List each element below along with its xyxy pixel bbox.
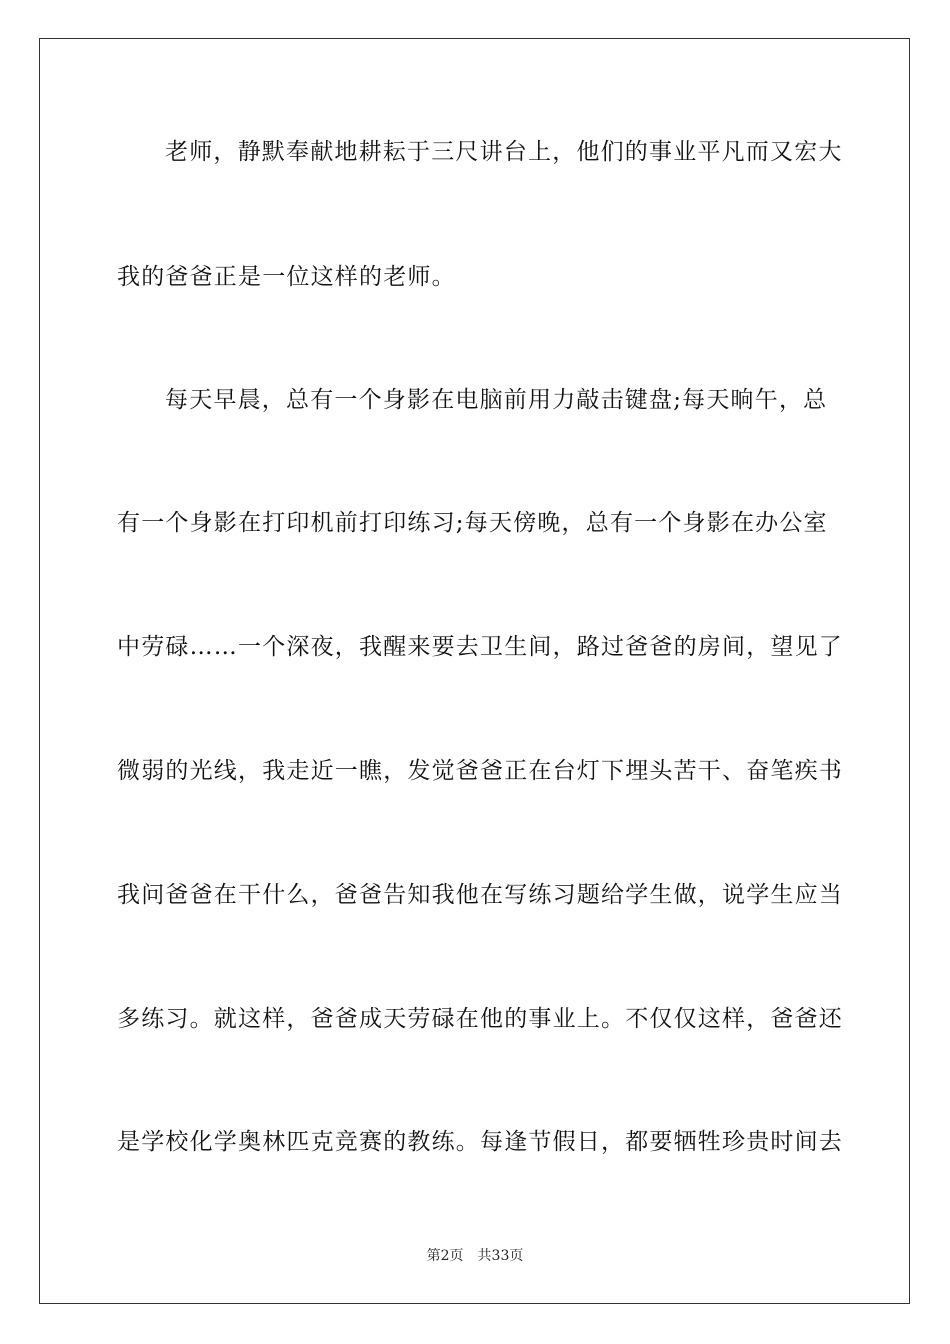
paragraph-1-line-2: 我的爸爸正是一位这样的老师。 <box>117 264 456 290</box>
page-number-total: 共33页 <box>477 1248 524 1264</box>
paragraph-2-line-7: 是学校化学奥林匹克竞赛的教练。每逢节假日，都要牺牲珍贵时间去 <box>117 1129 843 1155</box>
paragraph-2-line-6: 多练习。就这样，爸爸成天劳碌在他的事业上。不仅仅这样，爸爸还 <box>117 1006 843 1032</box>
page-frame <box>39 38 910 1304</box>
paragraph-2-line-2: 有一个身影在打印机前打印练习;每天傍晚，总有一个身影在办公室 <box>117 510 828 536</box>
page-footer <box>0 1246 950 1266</box>
paragraph-2-line-3: 中劳碌……一个深夜，我醒来要去卫生间，路过爸爸的房间，望见了 <box>117 634 843 660</box>
paragraph-2-line-5: 我问爸爸在干什么，爸爸告知我他在写练习题给学生做，说学生应当 <box>117 882 843 908</box>
paragraph-2-line-4: 微弱的光线，我走近一瞧，发觉爸爸正在台灯下埋头苦干、奋笔疾书 <box>117 758 843 784</box>
paragraph-2-line-1: 每天早晨，总有一个身影在电脑前用力敲击键盘;每天晌午，总 <box>165 387 828 413</box>
page-number-current: 第2页 <box>426 1248 464 1264</box>
paragraph-1-line-1: 老师，静默奉献地耕耘于三尺讲台上，他们的事业平凡而又宏大 <box>165 139 843 165</box>
